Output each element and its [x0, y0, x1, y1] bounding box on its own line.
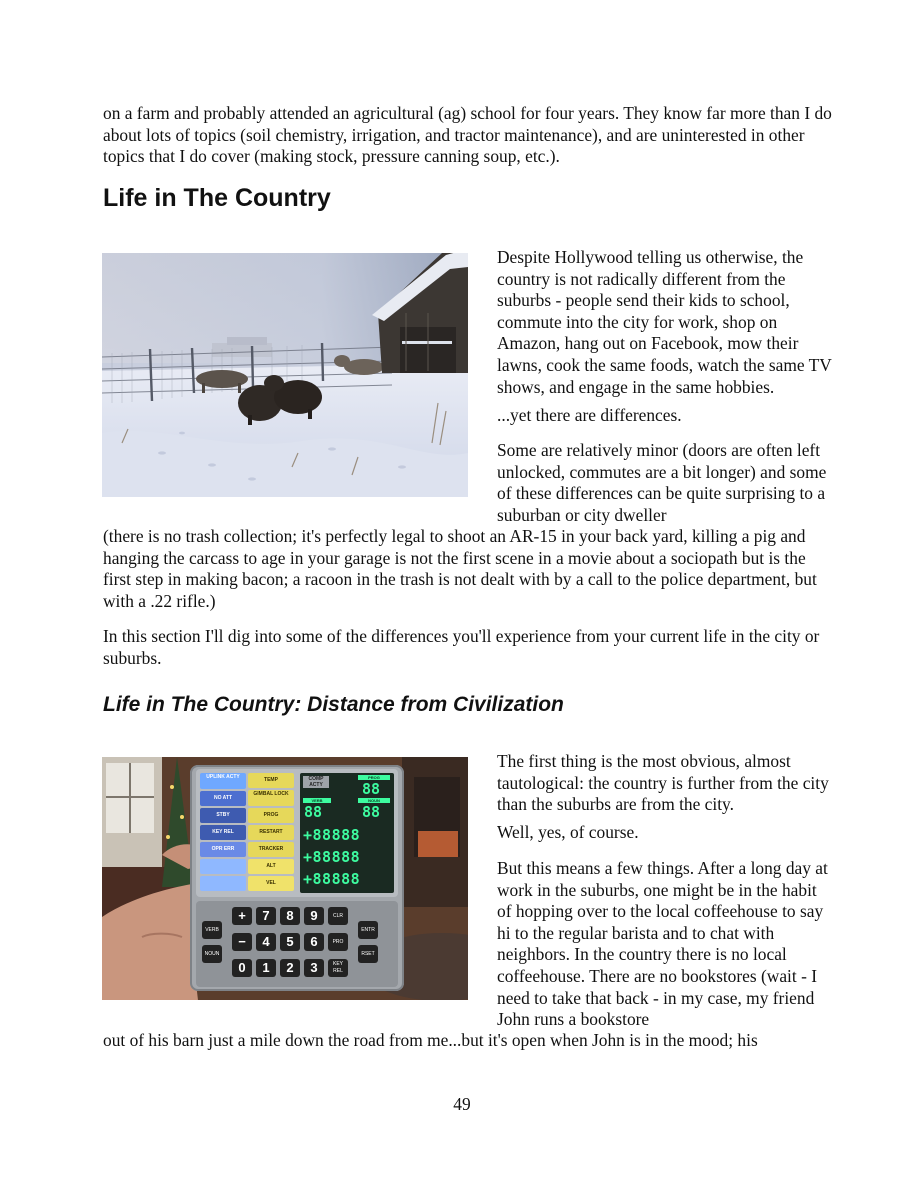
stby-light: STBY — [200, 808, 246, 823]
coffeehouse-paragraph-start: But this means a few things. After a long day at work in the suburbs, one might be in the habit of hopping over to the local coffeehouse to say hi to the regular barista and to chat with neighbors. In the country there is no local coffeehouse. There are no bookstores (wait - I need to take that back - in my case, my friend John runs a bookstore — [497, 858, 828, 1030]
dsky-upper-panel — [196, 769, 398, 897]
pigs-in-snow-illustration — [102, 253, 468, 497]
noun-digits: 88 — [362, 803, 381, 821]
temp-light: TEMP — [248, 773, 294, 788]
entr-key[interactable]: ENTR — [358, 921, 378, 939]
noun-label: NOUN — [358, 798, 390, 803]
register-2: +88888 — [303, 848, 361, 866]
page-number: 49 — [453, 1094, 471, 1114]
dsky-keypad — [196, 901, 398, 987]
nine-key[interactable]: 9 — [304, 907, 324, 925]
restart-light: RESTART — [248, 825, 294, 840]
minus-key[interactable]: − — [232, 933, 252, 951]
pro-key[interactable]: PRO — [328, 933, 348, 951]
well-yes-paragraph: Well, yes, of course. — [497, 822, 639, 842]
despite-paragraph: Despite Hollywood telling us otherwise, the country is not radically different from the suburbs - people send their kids to school, commute into the city for work, shop on Amazon, hang out on Facebook, mow their lawns, cook the same foods, watch the same TV shows, and engage in the same hobbies. — [497, 247, 832, 397]
subsection-heading: Life in The Country: Distance from Civilization — [103, 693, 564, 716]
differences-paragraph-start: Some are relatively minor (doors are often left unlocked, commutes are a bit longer) and some of these differences can be quite surprising to a suburban or city dweller — [497, 440, 827, 525]
three-key[interactable]: 3 — [304, 959, 324, 977]
dsky-status-lights-right — [248, 773, 294, 893]
verb-digits: 88 — [304, 803, 323, 821]
seven-key[interactable]: 7 — [256, 907, 276, 925]
dsky-display — [300, 773, 394, 893]
rset-key[interactable]: RSET — [358, 945, 378, 963]
differences-paragraph-continued: (there is no trash collection; it's perfectly legal to shoot an AR-15 in your back yard, killing a pig and hanging the carcass to age in your garage is not the first scene in a movie about a sociopath but is the first step in making bacon; a racoon in the trash is not dealt with by a call to the police department, but with a .22 rifle.) — [103, 526, 817, 611]
verb-label: VERB — [303, 798, 331, 803]
six-key[interactable]: 6 — [304, 933, 324, 951]
no-att-light: NO ATT — [200, 791, 246, 806]
alt-light: ALT — [248, 859, 294, 874]
yet-paragraph: ...yet there are differences. — [497, 405, 682, 425]
register-1: +88888 — [303, 826, 361, 844]
coffeehouse-paragraph-continued: out of his barn just a mile down the road from me...but it's open when John is in the mood; his — [103, 1030, 758, 1050]
dsky-status-lights-left — [200, 773, 246, 893]
five-key[interactable]: 5 — [280, 933, 300, 951]
section-intro-paragraph: In this section I'll dig into some of the differences you'll experience from your current life in the city or suburbs. — [103, 626, 820, 668]
opr-err-light: OPR ERR — [200, 842, 246, 857]
key-rel-light: KEY REL — [200, 825, 246, 840]
four-key[interactable]: 4 — [256, 933, 276, 951]
section-heading: Life in The Country — [103, 184, 331, 212]
two-key[interactable]: 2 — [280, 959, 300, 977]
dsky-device — [190, 765, 404, 991]
noun-key[interactable]: NOUN — [202, 945, 222, 963]
comp-acty-label: COMP ACTY — [303, 776, 329, 788]
pigs-in-snow-photo — [102, 253, 468, 497]
zero-key[interactable]: 0 — [232, 959, 252, 977]
gimbal-lock-light: GIMBAL LOCK — [248, 790, 294, 806]
plus-key[interactable]: + — [232, 907, 252, 925]
first-thing-paragraph: The first thing is the most obvious, almost tautological: the country is further from the city than the suburbs are from the city. — [497, 751, 829, 815]
register-3: +88888 — [303, 870, 361, 888]
dsky-replica-photo — [102, 757, 468, 1000]
prog-digits: 88 — [362, 780, 381, 798]
prog-light: PROG — [248, 808, 294, 823]
clr-key[interactable]: CLR — [328, 907, 348, 925]
blank-light-1 — [200, 859, 246, 874]
verb-key[interactable]: VERB — [202, 921, 222, 939]
key-rel-key[interactable]: KEY REL — [328, 959, 348, 977]
vel-light: VEL — [248, 876, 294, 891]
uplink-acty-light: UPLINK ACTY — [200, 773, 246, 789]
tracker-light: TRACKER — [248, 842, 294, 857]
blank-light-2 — [200, 876, 246, 891]
intro-paragraph: on a farm and probably attended an agricultural (ag) school for four years. They know far more than I do about lots of topics (soil chemistry, irrigation, and tractor maintenance), and are uninterested in other topics that I do cover (making stock, pressure canning soup, etc.). — [103, 103, 832, 167]
eight-key[interactable]: 8 — [280, 907, 300, 925]
prog-label: PROG — [358, 775, 390, 780]
one-key[interactable]: 1 — [256, 959, 276, 977]
